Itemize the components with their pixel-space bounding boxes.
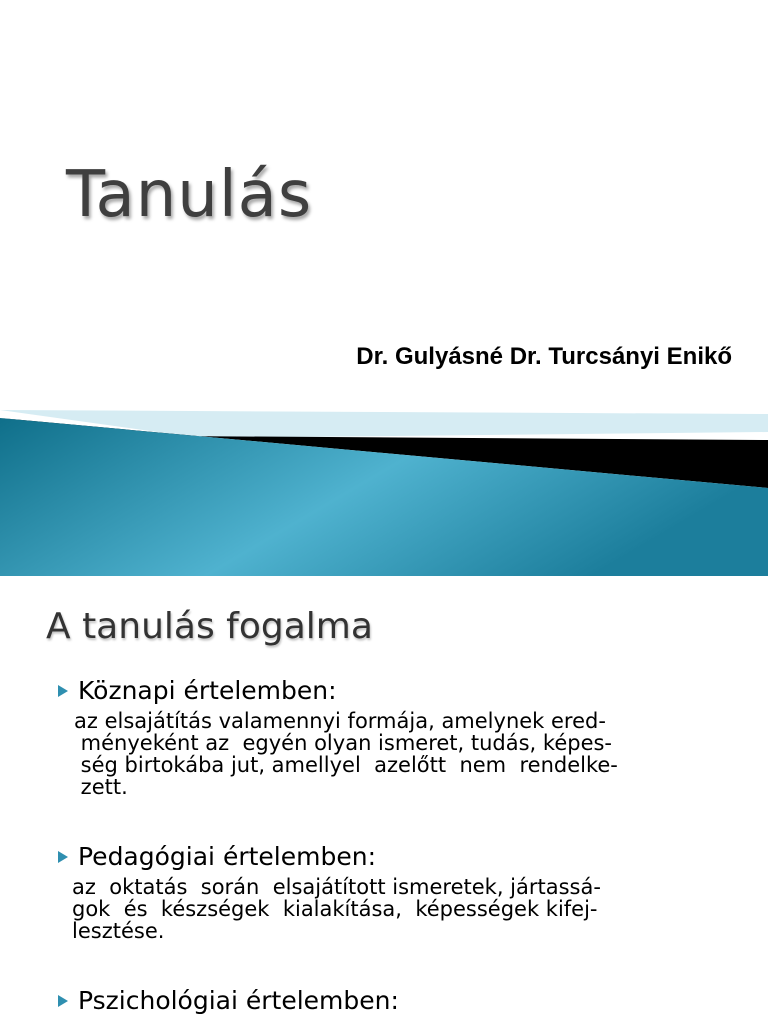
- bullet-label: Pszichológiai értelemben:: [78, 986, 399, 1015]
- bullet-item-pedagogiai: [58, 842, 376, 871]
- bullet-item-pszichologiai: [58, 986, 399, 1015]
- slide-title: Tanulás: [66, 158, 313, 232]
- triangle-right-icon: [58, 995, 68, 1007]
- decorative-band: [0, 410, 768, 576]
- bullet-item-koznapi: [58, 676, 337, 705]
- triangle-right-icon: [58, 685, 68, 697]
- author-name: Dr. Gulyásné Dr. Turcsányi Enikő: [356, 343, 732, 370]
- content-slide: [0, 576, 768, 1024]
- bullet-body-text: az oktatás során elsajátított ismeretek, jártassá- gok és készségek kialakítása, képességek kifej- lesztése.: [72, 875, 601, 943]
- bullet-body-text: az elsajátítás valamennyi formája, amelynek ered- ményeként az egyén olyan ismeret, tudás, képes- ség birtokába jut, amellyel azelőtt nem rendelke- zett.: [74, 709, 618, 799]
- bullet-label: Köznapi értelemben:: [78, 676, 337, 705]
- bullet-label: Pedagógiai értelemben:: [78, 842, 376, 871]
- slide-title: A tanulás fogalma: [46, 606, 373, 647]
- triangle-right-icon: [58, 851, 68, 863]
